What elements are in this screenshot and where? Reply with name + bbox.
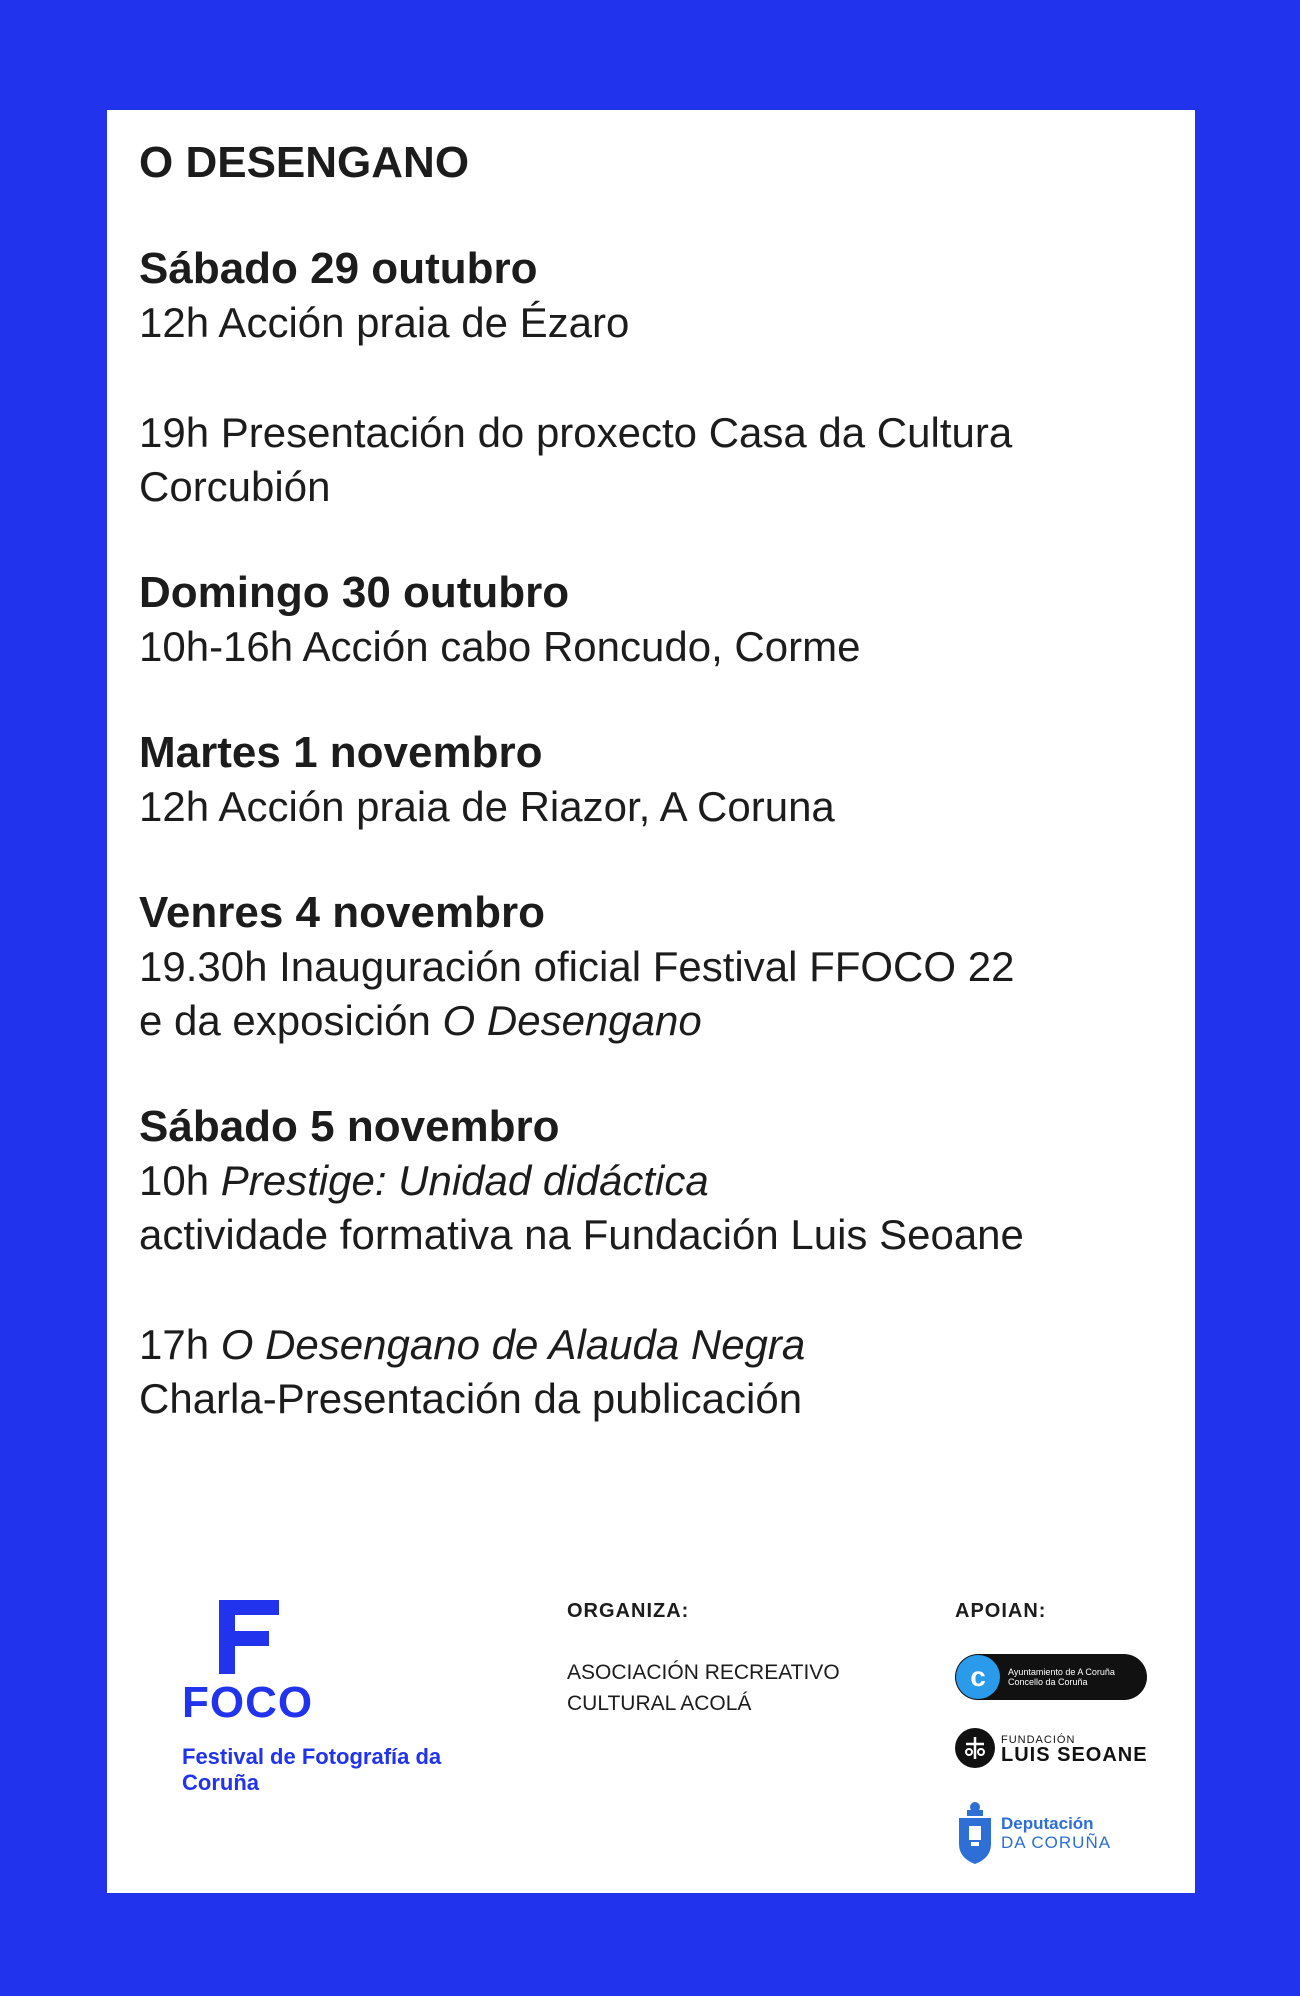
concello-c-icon: c [956,1655,1000,1699]
event-entry [139,940,1169,1048]
day-section [139,1100,1169,1426]
event-line [139,994,1169,1048]
event-line: 12h Acción praia de Ézaro [139,299,630,346]
organizer-block [567,1600,840,1719]
seoane-mark-icon [955,1728,995,1768]
fundacion-seoane-logo [955,1728,1148,1768]
seoane-text [1001,1733,1148,1766]
organizer-name [567,1657,840,1719]
deputacion-coruna-logo [955,1800,1111,1866]
event-entry [139,296,1169,350]
event-title-italic: O Desengano [442,997,702,1044]
event-line [139,1318,1169,1372]
page-title: O DESENGANO [139,138,470,187]
event-entry [139,620,1169,674]
day-section [139,566,1169,674]
event-entry [139,1318,1169,1426]
program-content [139,136,1169,1426]
event-title-italic: O Desengano de Alauda Negra [220,1321,806,1368]
foco-tagline: Festival de Fotografía da Coruña [182,1744,442,1795]
event-title-italic: Prestige: Unidad didáctica [220,1157,709,1204]
deputacion-line: Deputación [1001,1814,1094,1833]
event-time: 10h [139,1157,221,1204]
day-heading: Martes 1 novembro [139,728,543,777]
day-heading: Domingo 30 outubro [139,568,570,617]
event-time: 17h [139,1321,221,1368]
deputacion-line: DA CORUÑA [1001,1833,1112,1852]
event-line [139,1154,1169,1208]
event-entry [139,1154,1169,1262]
event-entry [139,406,1169,514]
event-text: e da exposición [139,997,443,1044]
concello-pill [955,1654,1147,1700]
day-section [139,726,1169,834]
event-line: 19.30h Inauguración oficial Festival FFOCO 22 [139,943,1015,990]
sponsors-block [955,1600,1148,1852]
foco-wordmark: FOCO [182,1678,314,1727]
day-section [139,886,1169,1048]
concello-text [1008,1667,1115,1687]
concello-line: Concello da Coruña [1008,1677,1088,1687]
event-entry [139,780,1169,834]
day-heading: Sábado 5 novembro [139,1102,560,1151]
apoian-label: APOIAN: [955,1600,1047,1622]
seoane-small: FUNDACIÓN [1001,1734,1076,1746]
organizer-line: CULTURAL ACOLÁ [567,1692,752,1715]
concello-line: Ayuntamiento de A Coruña [1008,1667,1115,1677]
event-line: 10h-16h Acción cabo Roncudo, Corme [139,623,861,670]
seoane-big: LUIS SEOANE [1001,1744,1148,1766]
event-line: 19h Presentación do proxecto Casa da Cultura [139,409,1013,456]
deputacion-text [1001,1814,1111,1852]
event-line: 12h Acción praia de Riazor, A Coruna [139,783,835,830]
concello-coruna-logo [955,1654,1147,1700]
organiza-label: ORGANIZA: [567,1600,690,1622]
day-section [139,242,1169,514]
program-card [107,110,1195,1893]
deputacion-shield-icon [955,1800,995,1866]
event-line: actividade formativa na Fundación Luis Seoane [139,1211,1024,1258]
day-heading: Sábado 29 outubro [139,244,538,293]
day-heading: Venres 4 novembro [139,888,545,937]
event-line: Charla-Presentación da publicación [139,1375,803,1422]
foco-f-logo-icon [219,1600,279,1674]
organizer-line: ASOCIACIÓN RECREATIVO [567,1661,840,1684]
event-line: Corcubión [139,463,331,510]
